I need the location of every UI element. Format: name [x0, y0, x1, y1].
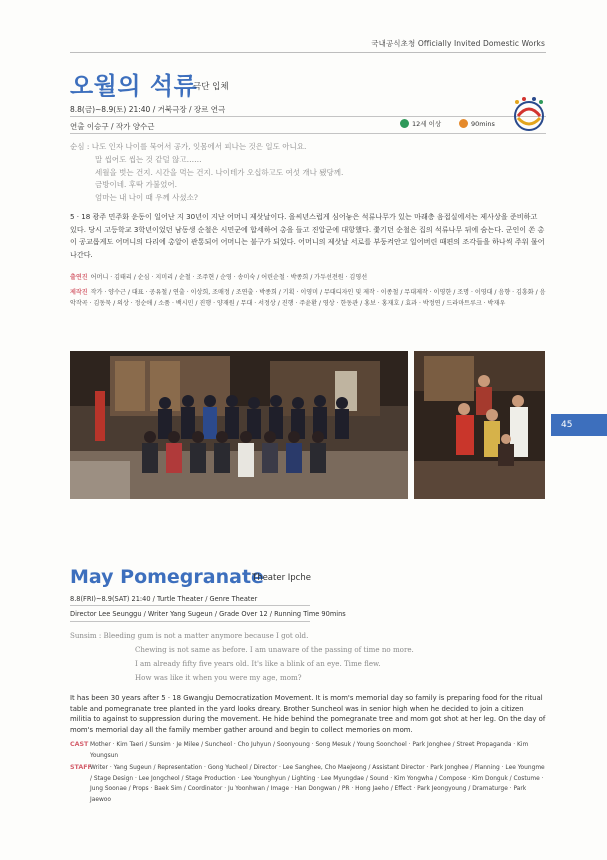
staff-korean — [70, 287, 546, 309]
age-badge — [400, 119, 441, 128]
director-writer-english: Director Lee Seunggu / Writer Yang Sugeun / Grade Over 12 / Running Time 90mins — [70, 610, 346, 618]
header-divider — [70, 52, 546, 53]
staff-list: Writer · Yang Sugeun / Representation · Gong Yucheol / Director · Lee Sanghee, Cho Maejeong / Assistant Director · Park Jonghee / Planning · Lee Youngme / Stage Design · Lee Jongcheol / Stage Production · Lee Younghyun / Lighting · Lee Myungdae / Sound · Kim Yongwha / Compose · Kim Donguk / Costume · Jung Soonae / Props · Baek Sim / Coordinator · Ju Yoonhwan / Image · Han Dongwan / PR · Hong Jaeho / Effect · Park Jeongyoung / Dramaturge · Park Jaewoo — [90, 765, 545, 803]
cast-list: 어머니 · 김태리 / 순심 · 지미리 / 순철 · 조주현 / 순영 · 송미숙 / 어린순철 · 박종희 / 가두선전원 · 김영선 — [90, 274, 368, 281]
section-header: 국내공식초청 Officially Invited Domestic Works — [371, 39, 545, 48]
festival-logo-icon — [508, 96, 550, 132]
clock-icon — [459, 119, 468, 128]
poem-line: 엄마는 내 나이 때 우께 사셨소? — [95, 193, 198, 203]
synopsis-english: It has been 30 years after 5 · 18 Gwangju Democratization Movement. It is mom's memorial day so family is preparing food for the ritual table and pomegranate tree planted in the yard looks dreary. Brother Suncheol was in senior high when he decided to join a citizen militia to against to suppression during the movement. He hide behind the pomegranate tree and mom got shot at her leg. On the day of mom's memorial day all the family member gather around and begin to collect memories on mom. — [70, 694, 546, 734]
cast-label: 출연진 — [70, 274, 88, 281]
divider — [70, 605, 310, 606]
performance-info-korean: 8.8(금)~8.9(토) 21:40 / 거북극장 / 장르 연극 — [70, 105, 226, 114]
director-writer-korean: 연출 이승구 / 작가 양수근 — [70, 122, 155, 131]
performance-info-english: 8.8(FRI)~8.9(SAT) 21:40 / Turtle Theater / Genre Theater — [70, 595, 258, 603]
title-english: May Pomegranate — [70, 566, 264, 588]
cast-english — [70, 740, 546, 761]
running-time: 90mins — [471, 119, 495, 128]
poem-line: I am already fifty five years old. It's like a blink of an eye. Time flew. — [135, 659, 381, 668]
title-korean: 오월의 석류 — [70, 72, 198, 100]
company-korean: 극단 입체 — [193, 82, 229, 92]
divider — [70, 621, 310, 622]
company-english: Theater Ipche — [252, 573, 311, 583]
divider — [70, 133, 546, 134]
poem-line: How was like it when you were my age, mom? — [135, 673, 302, 682]
age-rating: 12세 이상 — [412, 120, 442, 128]
cast-korean — [70, 272, 546, 283]
page-number: 45 — [551, 414, 607, 436]
poem-line: 금방이네. 후딱 가불었어. — [95, 180, 177, 190]
poem-english — [70, 629, 510, 685]
staff-label: STAFF — [70, 764, 92, 771]
poem-line: Sunsim : Bleeding gum is not a matter anymore because I got old. — [70, 631, 309, 640]
divider — [70, 116, 546, 117]
synopsis-korean: 5 · 18 광주 민주화 운동이 일어난 지 30년이 지난 어머니 제삿날이다. 을씨년스럽게 심어놓은 석류나무가 있는 마래층 음접실에서는 제사상을 준비하고 있다. 당시 고등학교 3학년이었던 남동생 순철은 시민군에 합세하여 총을 들고 진압군에 대항했다. 쫓기던 순철은 집의 석류나무 뒤에 숨는다. 군인이 쏜 총이 공교롭게도 어머니의 다리에 총알이 관통되어 어머니는 불구가 되었다. 어머니의 제삿날 서로를 부둥켜안고 일어버린 때편의 조각들을 하나씩 주워 물어 나간다. — [70, 212, 545, 259]
person-icon — [400, 119, 409, 128]
stage-scene-photo — [414, 351, 545, 499]
time-badge — [459, 119, 495, 128]
group-photo — [70, 351, 408, 499]
staff-list: 작가 · 양수근 / 대표 · 공유철 / 연출 · 이상희, 조매정 / 조연출 · 박종희 / 기획 · 이영미 / 무대디자인 및 제작 · 이종철 / 무대제작 · 이영한 / 조명 · 이영대 / 음향 · 김흥화 / 음악작곡 · 김동묵 / 의상 · 정순애 / 소품 · 백시민 / 진행 · 양재원 / 무대 · 서정상 / 진행 · 주윤환 / 영상 · 한동관 / 홍보 · 홍재호 / 효과 · 박정연 / 드라마트루크 · 박재우 — [70, 289, 546, 307]
staff-english — [70, 763, 546, 805]
poem-korean — [70, 141, 510, 205]
poem-line: Chewing is not same as before. I am unaware of the passing of time no more. — [135, 645, 414, 654]
poem-line: 말 씹어도 씹는 것 같덜 않고…… — [95, 154, 202, 164]
staff-label: 제작진 — [70, 289, 88, 296]
poem-line: 순심 : 나도 인자 나이를 묵어서 공가, 잇몸에서 피나는 것은 일도 아니요. — [70, 142, 307, 151]
cast-list: Mother · Kim Taeri / Sunsim · Je Milee / Suncheol · Cho Juhyun / Soonyoung · Song Mesuk / Young Soonchoel · Park Jonghee / Street Propaganda · Kim Youngsun — [90, 742, 529, 759]
cast-label: CAST — [70, 741, 89, 748]
poem-line: 세월을 벗는 건지. 시간을 먹는 건지. 나이테가 오십하고도 여섯 개나 됐당께. — [95, 167, 344, 177]
